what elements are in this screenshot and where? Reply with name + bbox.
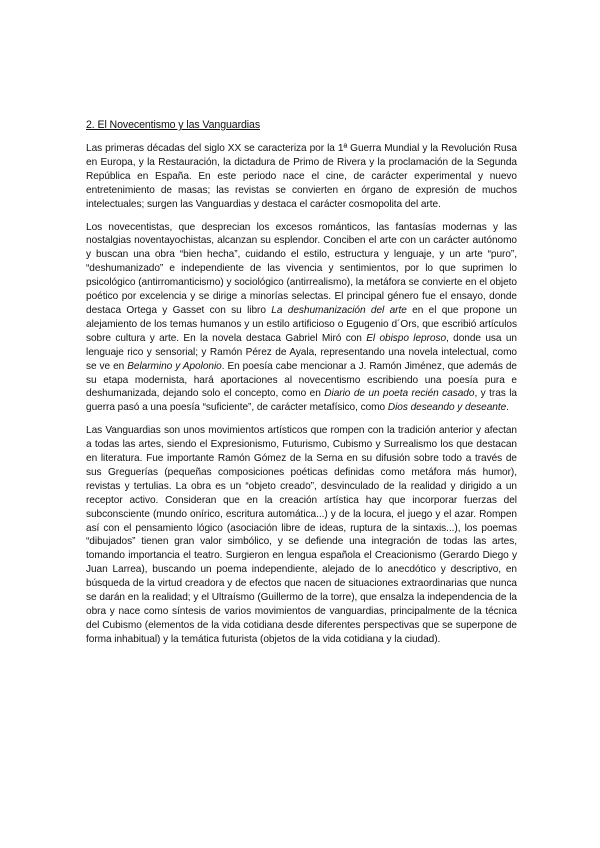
paragraph-text: . En poesía cabe mencionar a J. Ramón Jiménez, que además de su etapa modernista, hará aportaciones al novecentismo escribiendo una poesía pura e deshumanizada, dejando solo el concepto, como en (86, 360, 517, 400)
book-title: Belarmino y Apolonio (127, 360, 222, 372)
paragraph-text: Los novecentistas, que desprecian los excesos románticos, las fantasías modernas y las nostalgias noventayochistas, alcanzan su esplendor. Conciben el arte con un carácter autónomo y buscan una obra “bien hecha”, cuidando el estilo, estructura y lenguaje, y un arte “puro”, “deshumanizado” e independiente de las vivencia y sentimientos, por lo que suprimen lo psicológico (antirromanticismo) y sociológico (antirrealismo), la metáfora se convierte en el objeto poético por excelencia y se dirige a minorías selectas. El principal género fue el ensayo, donde destaca Ortega y Gasset con su libro (86, 221, 517, 316)
paragraph-text: , y tras la guerra pasó a una poesía “suficiente”, de carácter metafísico, como (86, 388, 517, 414)
paragraph-text: . (506, 402, 509, 414)
paragraph-text: en el que propone un alejamiento de los temas humanos y un estilo artificioso o Egugenio d´Ors, que escribió artículos sobre cultura y arte. En la novela destaca Gabriel Miró con (86, 304, 517, 344)
paragraph-context: Las primeras décadas del siglo XX se caracteriza por la 1ª Guerra Mundial y la Revolución Rusa en Europa, y la Restauración, la dictadura de Primo de Rivera y la proclamación de la Segunda República en España. En este periodo nace el cine, de carácter experimental y nuevo entretenimiento de masas; las revistas se convierten en órgano de expresión de muchos intelectuales; surgen las Vanguardias y destaca el carácter cosmopolita del arte. (86, 143, 517, 210)
paragraph-text: , donde usa un lenguaje rico y sensorial; y Ramón Pérez de Ayala, representando una novela intelectual, como se ve en (86, 332, 517, 372)
book-title: El obispo leproso (366, 332, 447, 344)
book-title: Diario de un poeta recién casado (324, 388, 475, 400)
book-title: Dios deseando y deseante (387, 402, 507, 414)
document-page (86, 118, 517, 656)
section-heading: 2. El Novecentismo y las Vanguardias (86, 119, 261, 131)
paragraph-novecentismo (86, 221, 517, 416)
book-title: La deshumanización del arte (271, 304, 407, 316)
paragraph-vanguardias: Las Vanguardias son unos movimientos artísticos que rompen con la tradición anterior y afectan a todas las artes, siendo el Expresionismo, Futurismo, Cubismo y Surrealismo los que destacan en literatura. Fue importante Ramón Gómez de la Serna en su difusión sobre todo a través de sus Greguerías (pequeñas composiciones poéticas definidas como metáfora más humor), revistas y tertulias. La obra es un “objeto creado”, desvinculado de la realidad y dirigido a un receptor activo. Consideran que en la creación artística hay que incorporar fuerzas del subconsciente (mundo onírico, escritura automática...) y de la locura, el juego y el azar. Rompen así con el pensamiento lógico (asociación libre de ideas, ruptura de la sintaxis...), los poemas “dibujados” tienen gran valor simbólico, y se defiende una integración de todas las artes, tomando importancia el teatro. Surgieron en lengua española el Creacionismo (Gerardo Diego y Juan Larrea), buscando un poema independiente, alejado de lo anecdótico y descriptivo, en búsqueda de la virtud creadora y de efectos que nacen de situaciones extraordinarias que nunca se darán en la realidad; y el Ultraísmo (Guillermo de la torre), que ensalza la independencia de la obra y nace como síntesis de varios movimientos de vanguardias, principalmente de la técnica del Cubismo (elementos de la vida cotidiana desde diferentes perspectivas que se superpone de forma inhabitual) y la temática futurista (objetos de la vida cotidiana y la ciudad). (86, 425, 517, 645)
